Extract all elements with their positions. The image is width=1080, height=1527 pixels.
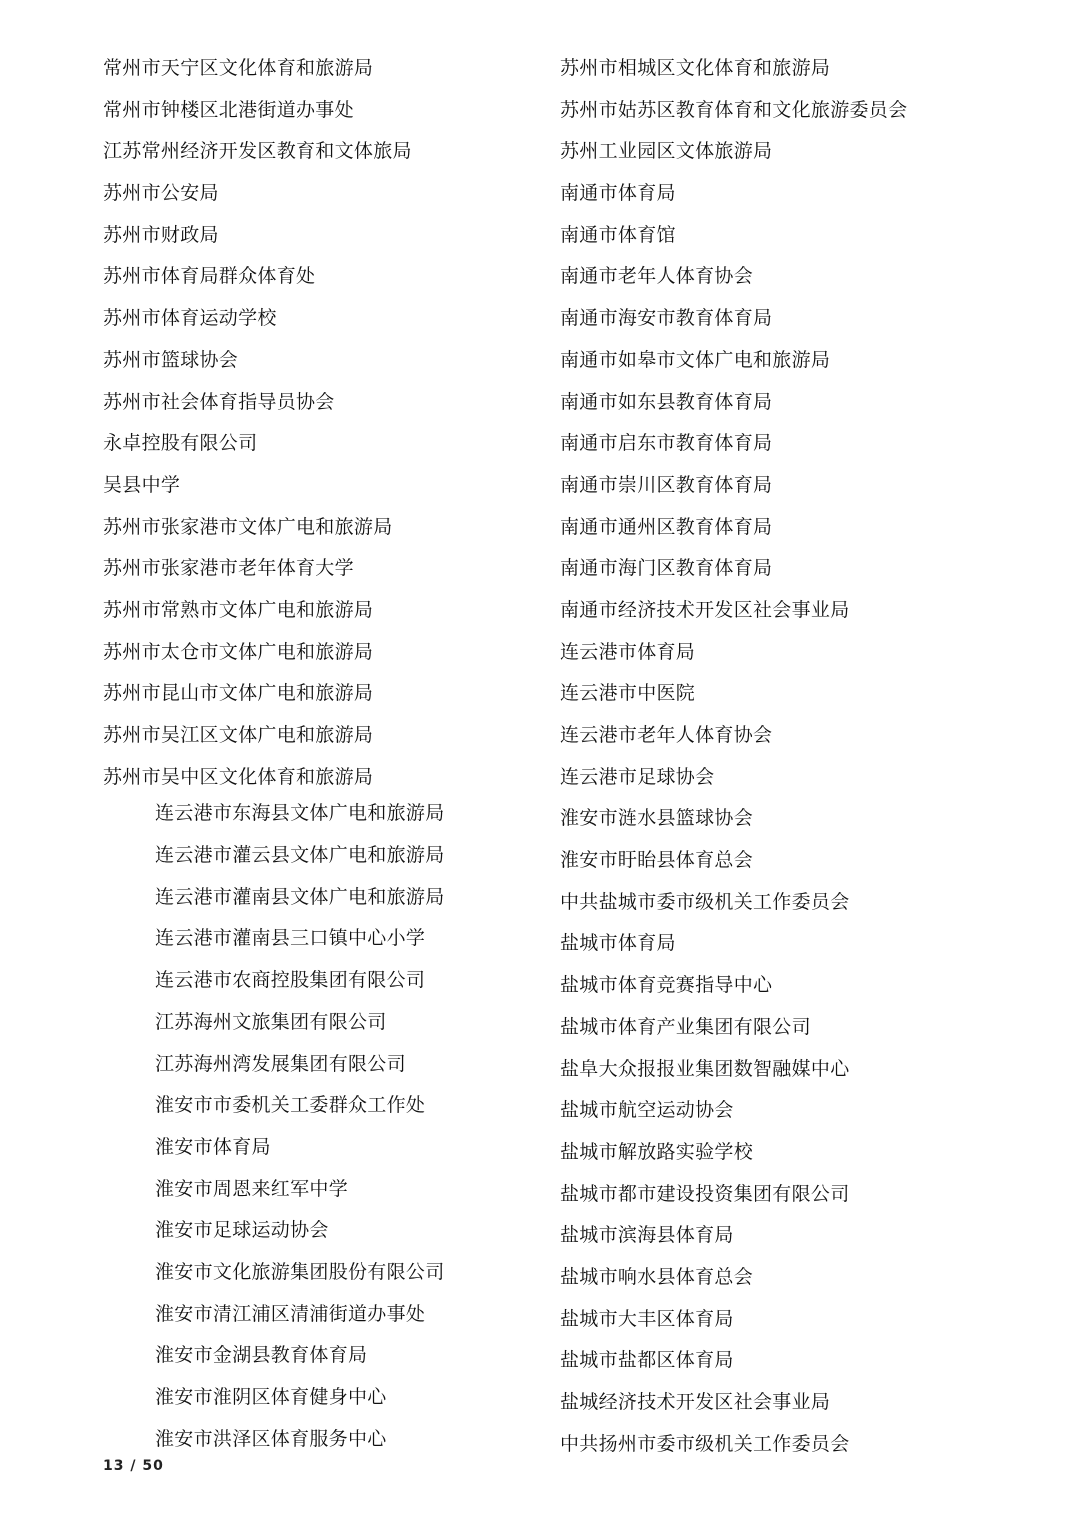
list-item: 苏州市社会体育指导员协会	[103, 390, 335, 413]
list-item: 连云港市体育局	[560, 640, 696, 663]
list-item: 常州市天宁区文化体育和旅游局	[103, 57, 374, 79]
list-item: 苏州市体育局群众体育处	[103, 265, 316, 288]
list-item: 永卓控股有限公司	[103, 432, 258, 455]
list-item: 吴县中学	[103, 473, 181, 496]
list-item: 南通市海门区教育体育局	[560, 557, 773, 580]
list-item: 苏州市张家港市文体广电和旅游局	[103, 515, 393, 538]
list-item: 南通市通州区教育体育局	[560, 515, 773, 538]
list-item: 苏州市常熟市文体广电和旅游局	[103, 598, 374, 621]
list-item: 淮安市淮阴区体育健身中心	[155, 1386, 387, 1408]
list-item: 连云港市灌南县三口镇中心小学	[155, 927, 426, 950]
list-item: 淮安市清江浦区清浦街道办事处	[155, 1302, 426, 1325]
list-item: 连云港市中医院	[560, 682, 696, 705]
list-item: 南通市体育局	[560, 182, 676, 205]
list-item: 淮安市体育局	[155, 1135, 271, 1158]
list-item: 苏州市公安局	[103, 182, 219, 205]
list-item: 中共盐城市委市级机关工作委员会	[560, 890, 850, 913]
list-item: 苏州工业园区文体旅游局	[560, 140, 773, 163]
list-item: 连云港市农商控股集团有限公司	[155, 969, 426, 992]
list-item: 南通市老年人体育协会	[560, 265, 754, 288]
list-item: 南通市如东县教育体育局	[560, 390, 773, 413]
list-item: 淮安市文化旅游集团股份有限公司	[155, 1260, 445, 1283]
list-item: 苏州市吴江区文体广电和旅游局	[103, 724, 374, 746]
list-item: 连云港市灌云县文体广电和旅游局	[155, 844, 445, 867]
list-item: 苏州市太仓市文体广电和旅游局	[103, 640, 374, 663]
list-item: 江苏海州湾发展集团有限公司	[155, 1052, 406, 1075]
right-column-list	[560, 48, 1060, 1465]
list-item: 盐城市响水县体育总会	[560, 1265, 754, 1288]
list-item: 江苏常州经济开发区教育和文体旅局	[103, 140, 412, 163]
list-item: 盐阜大众报报业集团数智融媒中心	[560, 1057, 850, 1080]
list-item: 连云港市灌南县文体广电和旅游局	[155, 885, 445, 908]
list-item: 盐城市大丰区体育局	[560, 1307, 734, 1330]
list-item: 淮安市足球运动协会	[155, 1219, 329, 1242]
list-item: 南通市如皋市文体广电和旅游局	[560, 348, 831, 371]
list-item: 南通市经济技术开发区社会事业局	[560, 598, 850, 621]
list-item: 南通市海安市教育体育局	[560, 307, 773, 330]
list-item: 连云港市足球协会	[560, 765, 715, 788]
list-item: 苏州市篮球协会	[103, 348, 239, 371]
list-item: 盐城市都市建设投资集团有限公司	[560, 1182, 850, 1205]
list-item: 盐城市体育局	[560, 932, 676, 955]
list-item: 连云港市东海县文体广电和旅游局	[155, 802, 445, 825]
list-item: 苏州市姑苏区教育体育和文化旅游委员会	[560, 98, 908, 121]
list-item: 苏州市昆山市文体广电和旅游局	[103, 682, 374, 705]
list-item: 淮安市市委机关工委群众工作处	[155, 1094, 426, 1117]
list-item: 苏州市相城区文化体育和旅游局	[560, 57, 831, 79]
list-item: 淮安市涟水县篮球协会	[560, 807, 754, 830]
list-item: 淮安市盱眙县体育总会	[560, 849, 754, 872]
list-item: 盐城经济技术开发区社会事业局	[560, 1391, 831, 1413]
list-item: 盐城市盐都区体育局	[560, 1349, 734, 1372]
list-item: 淮安市金湖县教育体育局	[155, 1344, 368, 1367]
list-item: 盐城市解放路实验学校	[560, 1140, 754, 1163]
list-item: 盐城市体育竞赛指导中心	[560, 974, 773, 997]
list-item: 苏州市吴中区文化体育和旅游局	[103, 765, 374, 788]
list-item: 淮安市周恩来红军中学	[155, 1177, 349, 1200]
list-item: 南通市体育馆	[560, 223, 676, 246]
list-item: 江苏海州文旅集团有限公司	[155, 1010, 387, 1033]
list-item: 淮安市洪泽区体育服务中心	[155, 1427, 387, 1450]
list-item: 苏州市张家港市老年体育大学	[103, 557, 354, 580]
list-item: 盐城市体育产业集团有限公司	[560, 1015, 811, 1038]
list-item: 南通市崇川区教育体育局	[560, 473, 773, 496]
list-item: 盐城市滨海县体育局	[560, 1224, 734, 1247]
page-number: 13 / 50	[103, 1458, 164, 1474]
list-item: 常州市钟楼区北港街道办事处	[103, 98, 354, 121]
left-column-list	[103, 48, 543, 1460]
list-item: 苏州市体育运动学校	[103, 307, 277, 330]
list-item: 南通市启东市教育体育局	[560, 432, 773, 455]
list-item: 盐城市航空运动协会	[560, 1099, 734, 1122]
list-item: 苏州市财政局	[103, 223, 219, 246]
list-item: 连云港市老年人体育协会	[560, 724, 773, 746]
list-item: 中共扬州市委市级机关工作委员会	[560, 1432, 850, 1455]
